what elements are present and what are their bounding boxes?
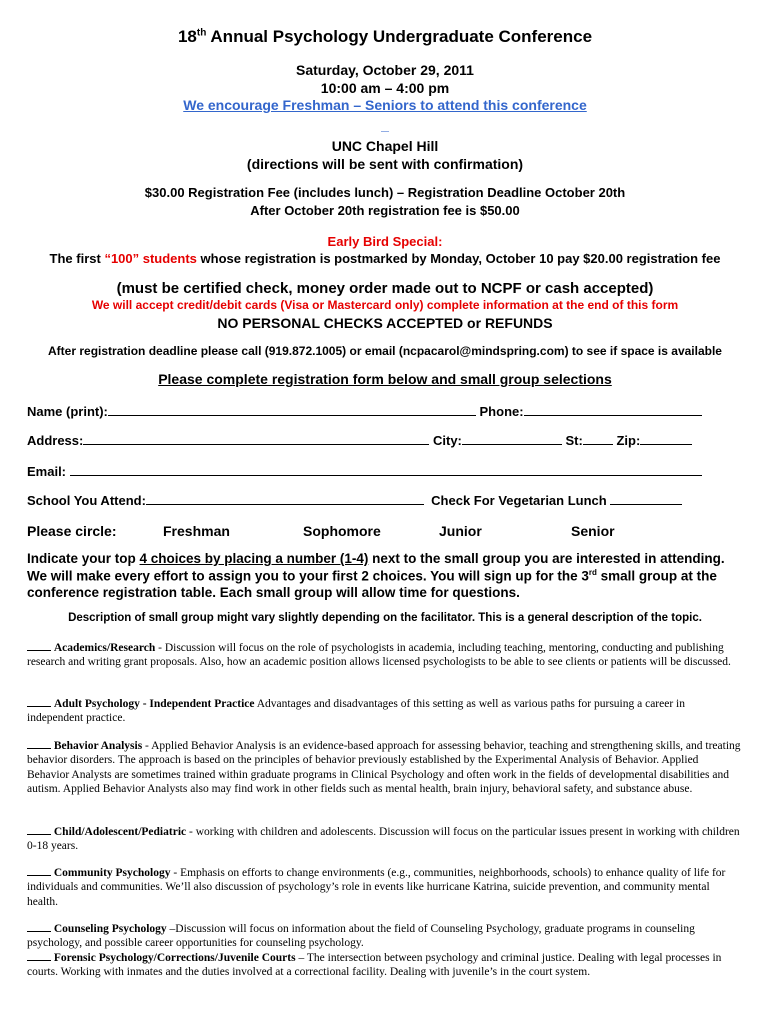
phone-label: Phone: xyxy=(479,404,524,419)
name-label: Name (print): xyxy=(27,404,108,419)
zip-field[interactable] xyxy=(640,431,692,445)
group-child-adolescent: Child/Adolescent/Pediatric - working with children and adolescents. Discussion will focus on the particular issues present in working with children 0-18 years. xyxy=(27,823,743,854)
credit-card-note: We will accept credit/debit cards (Visa or Mastercard only) complete information at the end of this form xyxy=(91,298,679,312)
email-row xyxy=(27,462,702,479)
address-field[interactable] xyxy=(83,431,429,445)
zip-label: Zip: xyxy=(616,433,641,448)
rank-blank-counseling[interactable] xyxy=(27,920,51,932)
city-label: City: xyxy=(432,433,462,448)
early-bird-details: The first “100” students whose registration is postmarked by Monday, October 10 pay $20.00 registration fee xyxy=(49,251,721,266)
state-field[interactable] xyxy=(583,431,613,445)
rank-blank-forensic[interactable] xyxy=(27,949,51,961)
group-adult-psychology: Adult Psychology - Independent Practice Advantages and disadvantages of this setting as well as various paths for pursuing a career in independent practice. xyxy=(27,695,743,726)
option-junior[interactable]: Junior xyxy=(439,523,482,539)
rank-blank-academics[interactable] xyxy=(27,639,51,651)
instructions-line-3: conference registration table. Each small group will allow time for questions. xyxy=(27,585,520,600)
page-title: 18th Annual Psychology Undergraduate Conference xyxy=(177,27,593,46)
payment-methods: (must be certified check, money order made out to NCPF or cash accepted) xyxy=(116,280,654,297)
city-field[interactable] xyxy=(462,431,562,445)
school-row xyxy=(27,491,682,508)
school-field[interactable] xyxy=(146,491,424,505)
group-counseling-psychology: Counseling Psychology –Discussion will focus on information about the field of Counseling Psychology, graduate programs in counseling psychology, and possible career opportunities for counseling psychology. xyxy=(27,920,743,951)
group-behavior-analysis: Behavior Analysis - Applied Behavior Analysis is an evidence-based approach for assessing behavior, teaching and strengthening skills, and treating behavior disorders. The approach is based on the principles of behavior previously established by the Experimental Analysis of Behavior. Applied Behavior Analysts are sometimes trained within graduate programs in Clinical Psychology and often work in the fields of developmental disabilities and autism. Applied Behavior Analysts also may find work in other fields such as mental health, brain injury, behavioral safety, and substance abuse. xyxy=(27,737,743,796)
conference-time: 10:00 am – 4:00 pm xyxy=(320,80,450,96)
instructions-line-1: Indicate your top 4 choices by placing a number (1-4) next to the small group you are interested in attending. xyxy=(27,551,725,566)
vegetarian-label: Check For Vegetarian Lunch xyxy=(431,493,607,508)
conference-date: Saturday, October 29, 2011 xyxy=(296,62,474,78)
school-label: School You Attend: xyxy=(27,493,146,508)
address-label: Address: xyxy=(27,433,84,448)
rank-blank-community[interactable] xyxy=(27,864,51,876)
late-fee: After October 20th registration fee is $50.00 xyxy=(250,203,520,218)
option-freshman[interactable]: Freshman xyxy=(163,523,230,539)
option-sophomore[interactable]: Sophomore xyxy=(303,523,381,539)
description-note: Description of small group might vary slightly depending on the facilitator. This is a general description of the topic. xyxy=(68,612,702,624)
vegetarian-field[interactable] xyxy=(610,491,682,505)
directions-note: (directions will be sent with confirmation) xyxy=(246,156,524,172)
encourage-link[interactable]: We encourage Freshman – Seniors to attend this conference xyxy=(183,97,587,113)
group-community-psychology: Community Psychology - Emphasis on efforts to change environments (e.g., communities, neighborhoods, schools) to enhance quality of life for individuals and communities. We’ll also discussion of psychology’s role in events like hurricane Katrina, suicide prevention, and community mental health. xyxy=(27,864,743,909)
email-label: Email: xyxy=(27,464,67,479)
rank-blank-adult[interactable] xyxy=(27,695,51,707)
group-academics-research: Academics/Research - Discussion will focus on the role of psychologists in academia, including teaching, mentoring, conducting and publishing research and writing grant proposals. Also, how an academic position allows licensed psychologists to be able to see clients or patients will be discussed. xyxy=(27,639,743,670)
group-forensic-psychology: Forensic Psychology/Corrections/Juvenile Courts – The intersection between psychology and criminal justice. Dealing with legal processes in courts. Working with inmates and the duties involved at a correctional facility. Dealing with juvenile’s in the court system. xyxy=(27,949,743,980)
link-underscore: _ xyxy=(381,117,389,133)
option-senior[interactable]: Senior xyxy=(571,523,615,539)
instructions-line-2: We will make every effort to assign you to your first 2 choices. You will sign up for the 3rd small group at the xyxy=(27,568,717,584)
form-heading: Please complete registration form below and small group selections xyxy=(158,371,612,387)
name-field[interactable] xyxy=(108,402,476,416)
address-row xyxy=(27,431,692,448)
no-checks-note: NO PERSONAL CHECKS ACCEPTED or REFUNDS xyxy=(217,315,553,331)
rank-blank-child[interactable] xyxy=(27,823,51,835)
after-deadline-note: After registration deadline please call (919.872.1005) or email (ncpacarol@mindspring.com) to see if space is available xyxy=(48,344,722,358)
registration-fee: $30.00 Registration Fee (includes lunch) – Registration Deadline October 20th xyxy=(144,185,626,200)
name-row xyxy=(27,402,702,419)
conference-location: UNC Chapel Hill xyxy=(331,138,439,154)
phone-field[interactable] xyxy=(524,402,702,416)
email-field[interactable] xyxy=(70,462,702,476)
rank-blank-behavior[interactable] xyxy=(27,737,51,749)
state-label: St: xyxy=(565,433,583,448)
circle-label: Please circle: xyxy=(27,523,117,539)
early-bird-heading: Early Bird Special: xyxy=(327,234,443,249)
